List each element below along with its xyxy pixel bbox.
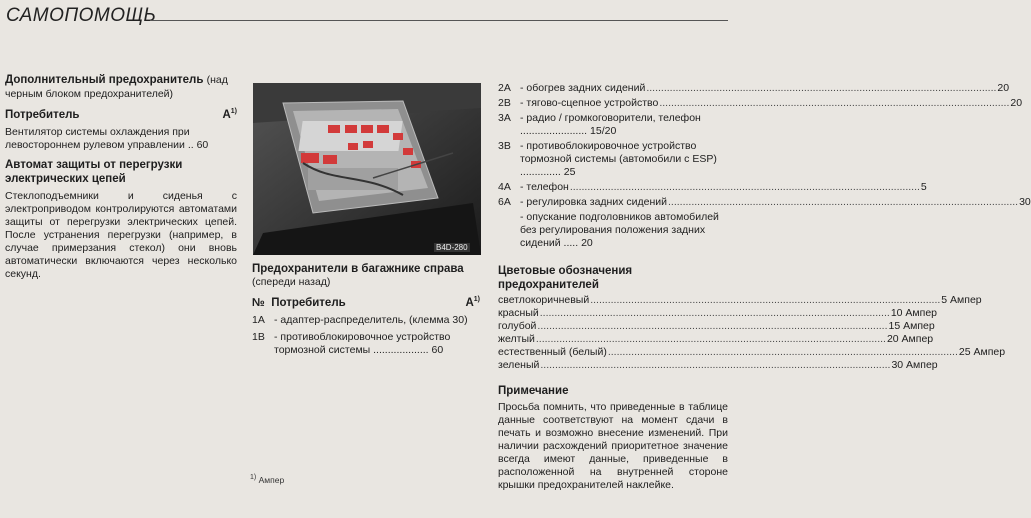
- color-name: естественный (белый): [498, 346, 607, 358]
- list-item: [498, 320, 935, 333]
- fuse-body: [274, 331, 480, 357]
- fuse-body: [520, 82, 1009, 95]
- color-value: 25 Ампер: [958, 346, 1006, 358]
- table-row: [498, 97, 1023, 110]
- fuse-code: 1B: [252, 331, 265, 343]
- fuse-text: - противоблокировочное устройство тормозной системы: [274, 331, 451, 356]
- fuse-value: 5: [920, 181, 927, 193]
- left-column: [5, 73, 237, 281]
- color-name: красный: [498, 307, 539, 319]
- color-name: зеленый: [498, 359, 540, 371]
- amp-label: A: [465, 297, 474, 309]
- fuse-value: 60: [431, 344, 444, 356]
- fuse-code: 3A: [498, 112, 511, 124]
- fuse-text: - регулировка задних сидений: [520, 196, 667, 208]
- color-value: 30 Ампер: [891, 359, 938, 371]
- amp-footnote-mark: 1): [473, 296, 480, 304]
- breaker-text: Стеклоподъемники и сиденья с электроприводом контролируются автоматами защиты от перегрузки электрических цепей. После устранения перегрузки (например, в случае примерзания стекол) они вновь автоматически включаются через несколько секунд.: [5, 190, 237, 280]
- list-item: [498, 307, 937, 320]
- header-rule: [150, 20, 728, 21]
- fuse-value: 30: [1019, 196, 1031, 208]
- fuse-text: - адаптер-распределитель, (клемма 30): [274, 314, 468, 326]
- color-dots: [537, 320, 887, 333]
- fuse-dots: ..............: [520, 166, 561, 178]
- item-value: 60: [196, 139, 209, 151]
- color-dots: [540, 307, 890, 320]
- footnote-mark: 1): [250, 474, 257, 482]
- right-column: [498, 80, 1031, 492]
- fuse-text: - обогрев задних сидений: [520, 82, 646, 94]
- page-header: [0, 0, 728, 30]
- color-name: желтый: [498, 333, 535, 345]
- list-item: [498, 333, 934, 346]
- table-row: [498, 211, 728, 250]
- colors-title: Цветовые обозначения предохранителей: [498, 265, 633, 291]
- note-text: Просьба помнить, что приведенные в таблице данные соответствуют на момент сдачи в печать и возможно внесение изменений. При наличии расхождений приоритетное значение всегда имеют данные, приведенные в расположенной на внутренней стороне крышки предохранителей наклейке.: [498, 401, 728, 491]
- fuse-dots: [570, 181, 920, 194]
- fuse-text: - телефон: [520, 181, 569, 193]
- table-row: [498, 82, 1010, 95]
- table-row: [252, 331, 480, 357]
- fuse-dots: [659, 97, 1009, 110]
- consumer-label: Потребитель: [271, 297, 346, 309]
- table-row: [498, 181, 927, 194]
- color-value: 20 Ампер: [886, 333, 934, 345]
- amp-header: [222, 109, 237, 122]
- color-dots: [590, 294, 940, 307]
- fuse-dots: .....: [563, 237, 579, 249]
- fuse-code: 4A: [498, 181, 511, 193]
- table-row: [498, 140, 728, 179]
- fuse-dots: [668, 196, 1018, 209]
- fuse-value: 20: [581, 237, 593, 249]
- fuse-dots: .......................: [520, 125, 588, 137]
- note-title: Примечание: [498, 385, 569, 397]
- fuse-dots: ...................: [373, 344, 429, 356]
- fuse-text: - опускание подголовников автомобилей без регулирования положения задних сидений: [520, 211, 719, 249]
- fuse-value: 25: [563, 166, 576, 178]
- fuse-code: [498, 211, 520, 250]
- section-title-breaker: Автомат защиты от перегрузки электрических цепей: [5, 159, 183, 185]
- consumer-header: [5, 109, 237, 122]
- table-row: [498, 112, 728, 138]
- footnote: [250, 475, 284, 485]
- colors-list: [498, 294, 1006, 372]
- color-name: светлокоричневый: [498, 294, 590, 306]
- list-item: [498, 294, 982, 307]
- trunk-table-header: [252, 297, 480, 310]
- fuse-box-photo: [253, 83, 481, 255]
- no-label: №: [252, 297, 265, 309]
- fuse-body: [520, 97, 1022, 110]
- fuse-code: 2B: [498, 97, 511, 109]
- fuse-body: [520, 140, 728, 179]
- trunk-fuses-subtitle: (спереди назад): [252, 276, 331, 288]
- middle-column: [252, 262, 480, 357]
- fuse-body: [520, 181, 927, 194]
- fuse-code: 1A: [252, 314, 265, 326]
- color-value: 5 Ампер: [941, 294, 982, 306]
- list-item: [498, 346, 1006, 359]
- fuse-text: - противоблокировочное устройство тормозной системы (автомобили с ESP): [520, 140, 717, 165]
- fuse-body: [520, 211, 728, 250]
- fuse-text: - радио / громкоговорители, телефон: [520, 112, 701, 124]
- fuse-code: 3B: [498, 140, 511, 152]
- fuse-body: [520, 112, 728, 138]
- item-text: Вентилятор системы охлаждения при левостороннем рулевом управлении: [5, 126, 190, 151]
- fuse-value: 20: [997, 82, 1010, 94]
- color-value: 10 Ампер: [890, 307, 937, 319]
- fuse-body: [520, 196, 1031, 209]
- amp-footnote-mark: 1): [230, 108, 237, 116]
- fuse-box-illustration: [253, 83, 481, 255]
- trunk-header-left: [252, 297, 346, 310]
- footnote-text: Ампер: [258, 475, 285, 485]
- fuse-code: 2A: [498, 82, 511, 94]
- table-row: [498, 196, 1031, 209]
- amp-header: [465, 297, 480, 310]
- color-dots: [540, 359, 890, 372]
- color-dots: [608, 346, 958, 359]
- color-name: голубой: [498, 320, 537, 332]
- fuse-text: - тягово-сцепное устройство: [520, 97, 659, 109]
- photo-label: B4D-280: [436, 243, 468, 252]
- trunk-fuses-title: Предохранители в багажнике справа: [252, 263, 464, 275]
- fuse-value: 15/20: [590, 125, 617, 137]
- amp-label: A: [222, 109, 231, 121]
- consumer-label: Потребитель: [5, 109, 80, 121]
- page-title: САМОПОМОЩЬ: [6, 5, 157, 26]
- fuse-value: 20: [1010, 97, 1023, 109]
- table-row: [252, 314, 480, 327]
- list-item: [5, 126, 237, 152]
- fuse-dots: [646, 82, 996, 95]
- color-value: 15 Ампер: [888, 320, 935, 332]
- extra-fuse-title: Дополнительный предохранитель: [5, 74, 204, 86]
- fuse-code: 6A: [498, 196, 511, 208]
- extra-fuse-note: (над черным блоком предохранителей): [5, 74, 228, 100]
- item-dots: ..: [187, 139, 194, 151]
- list-item: [498, 359, 938, 372]
- color-dots: [536, 333, 886, 346]
- section-title-extra-fuse: [5, 73, 237, 101]
